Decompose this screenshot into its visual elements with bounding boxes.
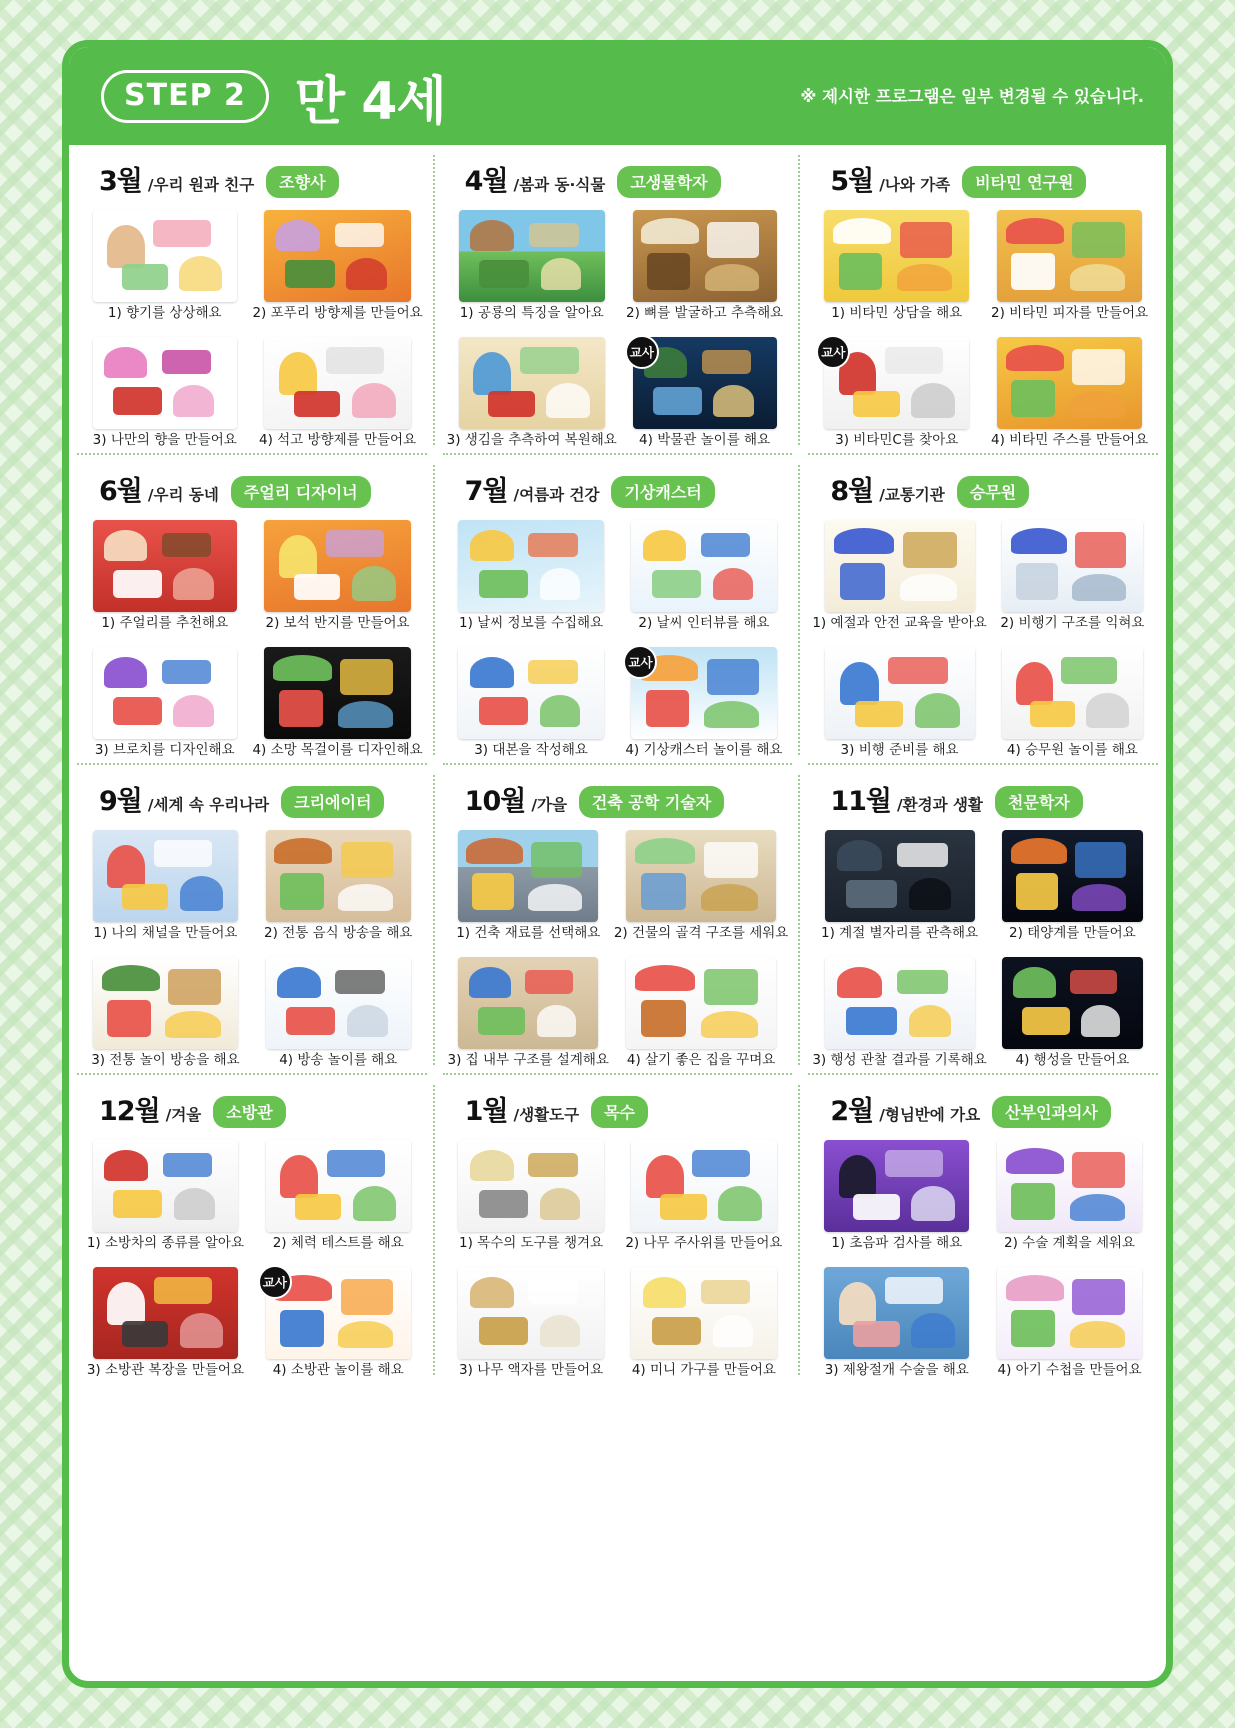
month-theme: /겨울 (165, 1106, 202, 1124)
activity-photo (614, 953, 788, 1049)
activity-label: 4) 행성을 만들어요 (1015, 1052, 1130, 1069)
month-label: 8월 (830, 476, 874, 507)
activity-item (621, 324, 788, 449)
activity-photo (985, 1263, 1154, 1359)
activity-item (81, 1254, 250, 1379)
activity-label: 2) 보석 반지를 만들어요 (265, 615, 410, 632)
activity-label: 1) 주얼리를 추천해요 (101, 615, 229, 632)
month-theme: /세계 속 우리나라 (147, 796, 270, 814)
activity-grid (81, 507, 423, 759)
job-tag: 천문학자 (995, 786, 1083, 818)
activity-item (252, 197, 422, 322)
month-card (69, 765, 435, 1075)
activity-item (447, 944, 610, 1069)
activity-photo (252, 516, 422, 612)
month-theme: /형님반에 가요 (879, 1106, 981, 1124)
activity-label: 1) 소방차의 종류를 알아요 (86, 1235, 244, 1252)
activity-grid (81, 197, 423, 449)
month-card-header (812, 779, 1154, 817)
activity-label: 2) 나무 주사위를 만들어요 (625, 1235, 783, 1252)
activity-item (812, 944, 986, 1069)
activity-item (985, 1254, 1154, 1379)
activity-item (447, 324, 617, 449)
activity-label: 1) 건축 재료를 선택해요 (456, 925, 601, 942)
activity-item (81, 1127, 250, 1252)
activity-photo (619, 516, 788, 612)
activity-item (252, 634, 422, 759)
activity-label: 4) 미니 가구를 만들어요 (631, 1362, 776, 1379)
activity-photo (81, 516, 248, 612)
month-label: 10월 (464, 786, 526, 817)
activity-photo (447, 1263, 616, 1359)
job-tag: 고생물학자 (617, 166, 720, 198)
month-card-header (812, 469, 1154, 507)
month-card (800, 1075, 1166, 1385)
activity-label: 2) 체력 테스트를 해요 (272, 1235, 404, 1252)
activity-item (447, 507, 616, 632)
activity-photo (447, 333, 617, 429)
activity-item (447, 817, 610, 942)
activity-label: 3) 나무 액자를 만들어요 (459, 1362, 604, 1379)
program-sheet (62, 40, 1173, 1688)
activity-photo (252, 333, 422, 429)
activity-label: 2) 전통 음식 방송을 해요 (264, 925, 413, 942)
activity-photo (447, 206, 617, 302)
job-tag: 조향사 (266, 166, 338, 198)
activity-grid (81, 1127, 423, 1379)
activity-item (985, 324, 1154, 449)
activity-photo (447, 643, 616, 739)
month-theme: /교통기관 (879, 486, 945, 504)
job-tag: 소방관 (213, 1096, 285, 1128)
month-card (435, 455, 801, 765)
month-card-header (81, 1089, 423, 1127)
activity-item (812, 1127, 981, 1252)
month-theme: /가을 (531, 796, 567, 814)
activity-label: 3) 나만의 향을 만들어요 (92, 432, 237, 449)
activity-photo (991, 826, 1154, 922)
month-label: 12월 (99, 1096, 160, 1127)
activity-label: 3) 집 내부 구조를 설계해요 (447, 1052, 609, 1069)
activity-label: 2) 포푸리 방향제를 만들어요 (252, 305, 423, 322)
activity-item (985, 1127, 1154, 1252)
activity-photo (991, 643, 1154, 739)
activity-photo (81, 826, 250, 922)
activity-item (81, 944, 250, 1069)
activity-label: 3) 비타민C를 찾아요 (835, 432, 959, 449)
month-label: 4월 (464, 166, 508, 197)
month-label: 11월 (830, 786, 891, 817)
activity-grid (447, 817, 789, 1069)
month-label: 2월 (830, 1096, 874, 1127)
activity-item (254, 817, 423, 942)
month-theme: /여름과 건강 (513, 486, 600, 504)
activity-item (447, 1254, 616, 1379)
activity-item (621, 197, 788, 322)
activity-photo (619, 1263, 788, 1359)
activity-item (991, 817, 1154, 942)
activity-grid (447, 1127, 789, 1379)
activity-photo (254, 1263, 423, 1359)
month-card-header (812, 1089, 1154, 1127)
activity-photo (81, 953, 250, 1049)
month-label: 7월 (464, 476, 508, 507)
teacher-badge: 교사 (258, 1265, 292, 1299)
job-tag: 목수 (591, 1096, 648, 1128)
month-card (435, 765, 801, 1075)
month-theme: /우리 동네 (147, 486, 219, 504)
month-card (800, 765, 1166, 1075)
activity-label: 1) 향기를 상상해요 (107, 305, 222, 322)
activity-item (812, 197, 981, 322)
job-tag: 주얼리 디자이너 (231, 476, 371, 508)
activity-label: 2) 수술 계획을 세워요 (1004, 1235, 1136, 1252)
activity-photo (812, 826, 986, 922)
activity-label: 3) 비행 준비를 해요 (840, 742, 959, 759)
activity-label: 4) 박물관 놀이를 해요 (639, 432, 771, 449)
activity-label: 4) 소망 목걸이를 디자인해요 (252, 742, 423, 759)
month-label: 3월 (99, 166, 142, 197)
activity-photo (812, 643, 986, 739)
activity-photo (81, 1263, 250, 1359)
teacher-badge: 교사 (623, 645, 657, 679)
activity-item (619, 507, 788, 632)
activity-photo (252, 206, 422, 302)
job-tag: 건축 공학 기술자 (579, 786, 724, 818)
activity-photo (812, 1263, 981, 1359)
activity-label: 1) 초음파 검사를 해요 (831, 1235, 963, 1252)
activity-photo (81, 206, 248, 302)
month-label: 5월 (830, 166, 874, 197)
activity-item (619, 1127, 788, 1252)
activity-item (252, 324, 422, 449)
month-card-header (447, 159, 789, 197)
activity-photo (254, 826, 423, 922)
activity-item (81, 507, 248, 632)
activity-label: 3) 전통 놀이 방송을 해요 (91, 1052, 240, 1069)
month-label: 6월 (99, 476, 142, 507)
month-card (69, 1075, 435, 1385)
activity-label: 3) 대본을 작성해요 (474, 742, 588, 759)
activity-grid (81, 817, 423, 1069)
activity-item (991, 507, 1154, 632)
activity-photo (619, 643, 788, 739)
month-theme: /환경과 생활 (896, 796, 983, 814)
activity-photo (81, 1136, 250, 1232)
activity-label: 1) 예절과 안전 교육을 받아요 (812, 615, 987, 632)
activity-label: 4) 소방관 놀이를 해요 (272, 1362, 404, 1379)
month-card-header (447, 469, 789, 507)
activity-photo (991, 953, 1154, 1049)
activity-item (447, 1127, 616, 1252)
activity-label: 4) 살기 좋은 집을 꾸며요 (626, 1052, 776, 1069)
activity-item (991, 634, 1154, 759)
activity-item (81, 197, 248, 322)
activity-photo (621, 333, 788, 429)
activity-photo (81, 643, 248, 739)
teacher-badge: 교사 (816, 335, 850, 369)
activity-label: 3) 생김을 추측하여 복원해요 (446, 432, 617, 449)
activity-grid (812, 507, 1154, 759)
job-tag: 비타민 연구원 (962, 166, 1086, 198)
activity-item (254, 1127, 423, 1252)
activity-item (985, 197, 1154, 322)
activity-label: 2) 날씨 인터뷰를 해요 (638, 615, 770, 632)
activity-label: 1) 비타민 상담을 해요 (831, 305, 963, 322)
teacher-badge: 교사 (625, 335, 659, 369)
activity-photo (812, 333, 981, 429)
month-card (800, 145, 1166, 455)
month-theme: /나와 가족 (879, 176, 951, 194)
job-tag: 기상캐스터 (611, 476, 714, 508)
activity-label: 4) 아기 수첩을 만들어요 (997, 1362, 1142, 1379)
activity-photo (81, 333, 248, 429)
month-label: 1월 (464, 1096, 508, 1127)
activity-label: 2) 건물의 골격 구조를 세워요 (613, 925, 789, 942)
activity-grid (812, 1127, 1154, 1379)
month-card-header (81, 469, 423, 507)
activity-item (81, 817, 250, 942)
activity-label: 3) 소방관 복장을 만들어요 (86, 1362, 244, 1379)
activity-item (81, 634, 248, 759)
activity-grid (812, 197, 1154, 449)
activity-item (619, 634, 788, 759)
activity-item (447, 634, 616, 759)
activity-photo (812, 1136, 981, 1232)
activity-item (614, 944, 788, 1069)
month-label: 9월 (99, 786, 142, 817)
activity-label: 1) 날씨 정보를 수집해요 (459, 615, 604, 632)
activity-photo (447, 1136, 616, 1232)
month-card-header (81, 159, 423, 197)
activity-label: 2) 뼈를 발굴하고 추측해요 (626, 305, 784, 322)
activity-label: 4) 석고 방향제를 만들어요 (258, 432, 417, 449)
job-tag: 산부인과의사 (992, 1096, 1111, 1128)
job-tag: 크리에이터 (281, 786, 384, 818)
activity-grid (447, 507, 789, 759)
activity-label: 1) 계절 별자리를 관측해요 (821, 925, 979, 942)
activity-photo (812, 206, 981, 302)
month-card-header (81, 779, 423, 817)
activity-label: 2) 비타민 피자를 만들어요 (991, 305, 1149, 322)
activity-item (812, 817, 986, 942)
activity-photo (447, 516, 616, 612)
activity-photo (991, 516, 1154, 612)
page-header (69, 47, 1166, 145)
activity-photo (619, 1136, 788, 1232)
activity-label: 1) 나의 채널을 만들어요 (93, 925, 238, 942)
activity-label: 4) 방송 놀이를 해요 (279, 1052, 398, 1069)
month-grid (69, 145, 1166, 1679)
activity-item (991, 944, 1154, 1069)
activity-label: 4) 승무원 놀이를 해요 (1006, 742, 1138, 759)
month-card (69, 145, 435, 455)
activity-photo (985, 333, 1154, 429)
month-theme: /우리 원과 친구 (147, 176, 255, 194)
page-title: 만 4세 (294, 71, 446, 132)
activity-photo (447, 826, 610, 922)
activity-item (812, 507, 986, 632)
activity-item (812, 634, 986, 759)
activity-photo (985, 1136, 1154, 1232)
activity-photo (254, 1136, 423, 1232)
activity-grid (447, 197, 789, 449)
activity-photo (614, 826, 788, 922)
activity-label: 3) 브로치를 디자인해요 (94, 742, 235, 759)
activity-item (81, 324, 248, 449)
activity-item (252, 507, 422, 632)
activity-label: 3) 제왕절개 수술을 해요 (824, 1362, 969, 1379)
activity-photo (812, 953, 986, 1049)
month-card (800, 455, 1166, 765)
activity-grid (812, 817, 1154, 1069)
month-theme: /생활도구 (513, 1106, 580, 1124)
activity-photo (812, 516, 986, 612)
job-tag: 승무원 (957, 476, 1029, 508)
activity-item (812, 324, 981, 449)
activity-photo (252, 643, 422, 739)
activity-photo (447, 953, 610, 1049)
activity-item (254, 944, 423, 1069)
activity-photo (254, 953, 423, 1049)
month-theme: /봄과 동·식물 (513, 176, 606, 194)
month-card-header (447, 779, 789, 817)
activity-label: 4) 기상캐스터 놀이를 해요 (625, 742, 783, 759)
activity-item (619, 1254, 788, 1379)
activity-photo (621, 206, 788, 302)
header-note: ※ 제시한 프로그램은 일부 변경될 수 있습니다. (800, 87, 1144, 106)
activity-photo (985, 206, 1154, 302)
activity-label: 2) 비행기 구조를 익혀요 (1000, 615, 1145, 632)
step-badge: STEP 2 (101, 70, 269, 123)
activity-label: 1) 공룡의 특징을 알아요 (459, 305, 604, 322)
activity-label: 2) 태양계를 만들어요 (1009, 925, 1136, 942)
activity-item (447, 197, 617, 322)
activity-item (254, 1254, 423, 1379)
activity-label: 3) 행성 관찰 결과를 기록해요 (812, 1052, 987, 1069)
activity-item (614, 817, 788, 942)
activity-label: 1) 목수의 도구를 챙겨요 (459, 1235, 604, 1252)
activity-label: 4) 비타민 주스를 만들어요 (991, 432, 1149, 449)
month-card (435, 145, 801, 455)
activity-item (812, 1254, 981, 1379)
month-card (435, 1075, 801, 1385)
month-card (69, 455, 435, 765)
month-card-header (447, 1089, 789, 1127)
month-card-header (812, 159, 1154, 197)
